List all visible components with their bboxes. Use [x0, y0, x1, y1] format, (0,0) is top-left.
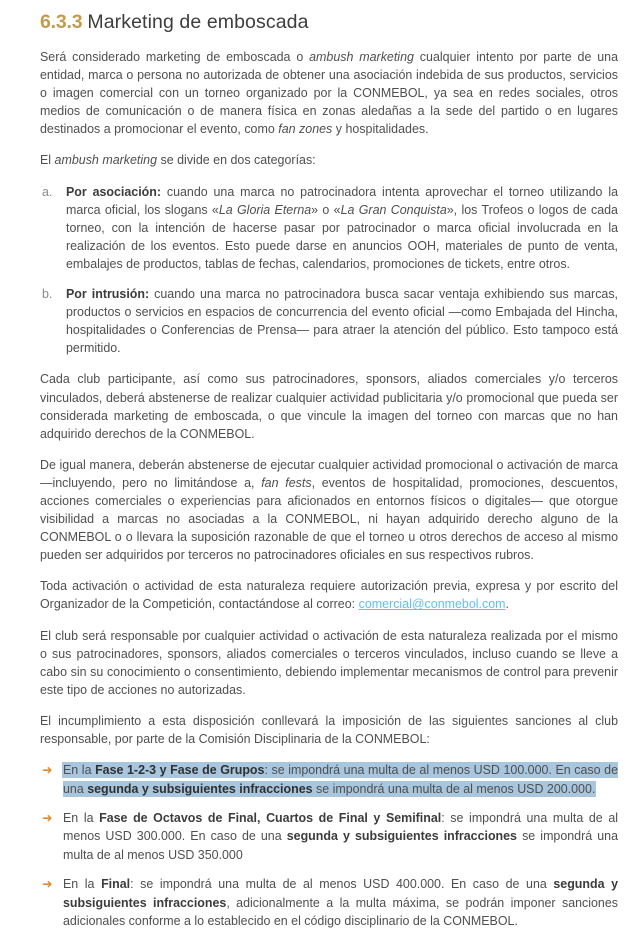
- arrow-right-icon: ➜: [42, 877, 53, 892]
- activations-emphasis-fan-fests: fan fests: [261, 475, 312, 490]
- sanction-mid: : se impondrá una multa de al menos USD 100.000. En caso de una: [63, 763, 618, 796]
- sanction-phase: Fase 1-2-3 y Fase de Grupos: [95, 763, 265, 778]
- category-text-a: cuando una marca no patrocinadora busca sacar ventaja exhibiendo sus marcas, productos o servicios en espacios de concurrencia del evento oficial —como Embajada del Hincha, hospitalidades o Conferencias de Prensa— para atraer la atención del público. Esto tampoco está permitido.: [66, 287, 619, 356]
- sanction-tail: se impondrá una multa de al menos USD 200.000.: [312, 781, 596, 796]
- club-responsibility-paragraph: El club será responsable por cualquier actividad o activación de esta naturaleza realizada por el mismo o sus patrocinadores, sponsors, aliados comerciales o terceros vinculados, incluso cuando se lleve a cabo sin su conocimiento o consentimiento, debiendo implementar mecanismos de control para prevenir este tipo de acciones no autorizadas.: [40, 628, 618, 697]
- sanction-pre: En la: [63, 877, 102, 892]
- sanction-repeat-offense: segunda y subsiguientes infracciones: [63, 877, 619, 910]
- page-title: [40, 10, 618, 34]
- list-item: [40, 761, 618, 798]
- sanction-pre: En la: [63, 810, 100, 825]
- clubs-paragraph: Cada club participante, así como sus patrocinadores, sponsors, aliados comerciales y/o terceros vinculados, deberá abstenerse de realizar cualquier actividad publicitaria y/o promocional que pueda ser considerada marketing de emboscada, o que vincule la imagen del torneo con marcas que no han adquirido derechos de la CONMEBOL.: [40, 372, 618, 441]
- authorization-text-b: .: [505, 597, 510, 612]
- sanction-phase: Final: [101, 877, 131, 892]
- sanction-mid: : se impondrá una multa de al menos USD 300.000. En caso de una: [63, 810, 619, 844]
- category-label: Por intrusión:: [66, 287, 150, 302]
- authorization-paragraph: [40, 577, 618, 613]
- activations-paragraph: [40, 456, 618, 565]
- authorization-text-a: Toda activación o actividad de esta naturaleza requiere autorización previa, expresa y por escrito del Organizador de la Competición, contactándose al correo:: [40, 579, 618, 612]
- category-label: Por asociación:: [66, 184, 162, 199]
- sanction-repeat-offense: segunda y subsiguientes infracciones: [286, 829, 517, 844]
- list-item: [40, 875, 618, 930]
- sanction-repeat-offense: segunda y subsiguientes infracciones: [87, 781, 313, 796]
- intro-paragraph: [40, 48, 618, 138]
- list-item: [40, 183, 618, 273]
- category-text-a: cuando una marca no patrocinadora intenta aprovechar el torneo utilizando la marca oficial, los slogans «: [66, 184, 618, 217]
- categories-list: [40, 183, 618, 358]
- sanction-mid: : se impondrá una multa de al menos USD 400.000. En caso de una: [130, 877, 554, 892]
- sanctions-lead-in: El incumplimiento a esta disposición conllevará la imposición de las siguientes sanciones al club responsable, por parte de la Comisión Disciplinaria de la CONMEBOL:: [40, 713, 618, 746]
- activations-text-b: , eventos de hospitalidad, promociones, descuentos, acciones comerciales o experiencias para aficionados en entornos físicos o digitales— que otorgue visibilidad a marcas no asociadas a la CONMEBOL, ni hayan adquirido derecho alguno de la CONMEBOL o o llevara la suposición razonable de que el torneo u otros derechos de acceso al mismo pueden ser adquiridos por terceros no patrocinadores oficiales en sus respectivos rubros.: [40, 475, 618, 563]
- list-item: [40, 285, 618, 357]
- section-title: Marketing de emboscada: [87, 11, 309, 33]
- section-number: 6.3.3: [40, 11, 83, 33]
- sanction-phase: Fase de Octavos de Final, Cuartos de Final y Semifinal: [99, 810, 442, 825]
- activations-text-a: De igual manera, deberán abstenerse de ejecutar cualquier actividad promocional o activación de marca —incluyendo, pero no limitándose a,: [40, 457, 618, 490]
- sanction-tail: , adicionalmente a la multa máxima, se podrán imponer sanciones adicionales conforme a lo establecido en el código disciplinario de la CONMEBOL.: [63, 895, 618, 928]
- commercial-email-link[interactable]: comercial@conmebol.com: [358, 597, 506, 612]
- intro-text-b: cualquier intento por parte de una entidad, marca o persona no autorizada de obtener una asociación indebida de sus productos, servicios o imagen comercial con un torneo organizado por la CONMEBOL, ya sea en redes sociales, otros medios de comunicación o de manera física en zonas aledañas a la sede del partido o en lugares destinados a promocionar el evento, como: [40, 50, 618, 137]
- list-marker: a.: [42, 184, 53, 199]
- lead-in-text-b: se divide en dos categorías:: [157, 153, 316, 168]
- categories-lead-in: [40, 151, 618, 169]
- intro-text-c: y hospitalidades.: [332, 122, 429, 137]
- intro-emphasis-ambush-marketing: ambush marketing: [309, 50, 414, 64]
- sanction-pre: En la: [63, 763, 96, 778]
- arrow-right-icon: ➜: [42, 763, 53, 778]
- category-emphasis-2: La Gran Conquista: [340, 202, 447, 217]
- lead-in-text-a: El: [40, 153, 55, 168]
- intro-emphasis-fan-zones: fan zones: [278, 122, 333, 137]
- arrow-right-icon: ➜: [42, 810, 53, 825]
- lead-in-emphasis: ambush marketing: [54, 153, 158, 168]
- intro-text-a: Será considerado marketing de emboscada o: [40, 50, 310, 64]
- category-emphasis-1: La Gloria Eterna: [218, 202, 312, 217]
- list-marker: b.: [42, 287, 53, 302]
- selected-text-highlight: [63, 763, 618, 795]
- category-text-b: » o «: [311, 202, 341, 217]
- sanction-tail: se impondrá una multa de al menos USD 350.000: [63, 829, 619, 862]
- list-item: [40, 809, 618, 864]
- category-text-c: », los Trofeos o logos de cada torneo, con la intención de hacerse pasar por patrocinador o marca oficial involucrada en la realización de los eventos. Esto puede darse en anuncios OOH, materiales de punto de venta, embalajes de productos, tablas de fechas, calendarios, promociones de tickets, entre otros.: [66, 202, 618, 271]
- sanctions-list: [40, 761, 618, 930]
